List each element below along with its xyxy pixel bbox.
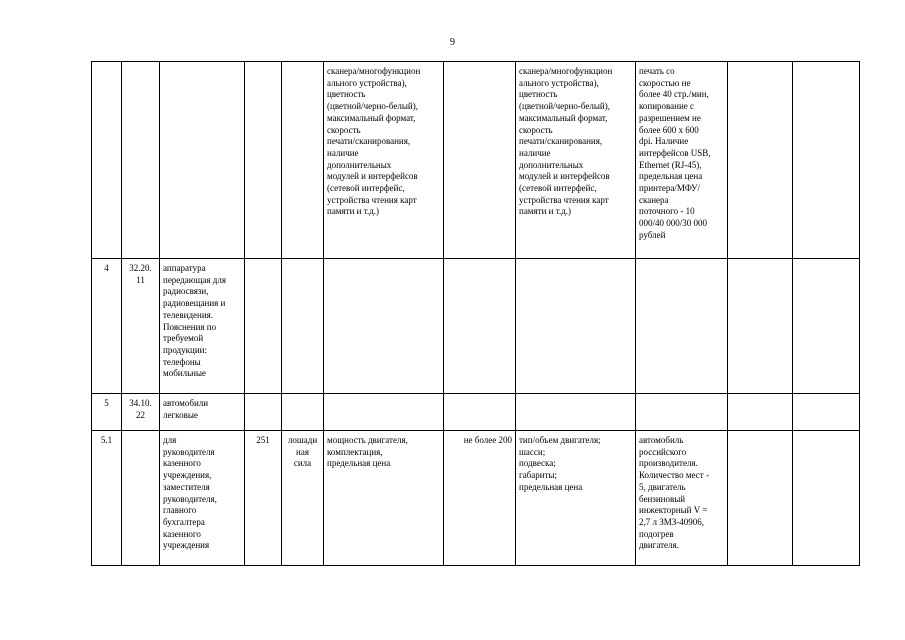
- requirements-table: [91, 61, 860, 566]
- table-row: [92, 394, 860, 431]
- table-row: [92, 62, 860, 259]
- page-number: 9: [450, 37, 455, 48]
- okpd-code: 32.20. 11: [129, 263, 152, 285]
- unit-name: лошади ная сила: [287, 435, 318, 469]
- characteristic-approved: сканера/многофункцион ального устройства), цветность (цветной/черно-белый), максимальный формат, скорость печати/сканирования, наличие дополнительных модулей и интерфейсов (сетевой интерфейс, устройства чтения карт памяти и т.д.): [327, 66, 421, 217]
- row-number: 5: [104, 398, 109, 408]
- characteristic-additional: сканера/многофункцион ального устройства), цветность (цветной/черно-белый), максимальный формат, скорость печати/сканирования, наличие дополнительных модулей и интерфейсов (сетевой интерфейс, устройства чтения карт памяти и т.д.): [519, 66, 613, 217]
- table-row: [92, 431, 860, 566]
- value-additional: автомобиль российского производителя. Количество мест - 5, двигатель бензиновый инжекторный V = 2,7 л ЗМЗ-40906, подогрев двигателя.: [639, 435, 709, 551]
- value-additional: печать со скоростью не более 40 стр./мин, копирование с разрешением не более 600 х 600 dpi. Наличие интерфейсов USB, Ethernet (RJ-45), предельная цена принтера/МФУ/ сканера поточного - 10 000/40 000/30 000 рублей: [639, 66, 711, 240]
- row-number: 4: [104, 263, 109, 273]
- product-name: аппаратура передающая для радиосвязи, радиовещания и телевидения. Пояснения по требуемой продукции: телефоны мобильные: [163, 263, 227, 379]
- unit-code: 251: [256, 435, 270, 445]
- value-approved: не более 200: [463, 435, 512, 445]
- product-name: автомобили легковые: [163, 398, 209, 420]
- characteristic-approved: мощность двигателя, комплектация, предельная цена: [327, 435, 408, 469]
- characteristic-additional: тип/объем двигателя; шасси; подвеска; габариты; предельная цена: [519, 435, 601, 492]
- okpd-code: 34.10. 22: [129, 398, 152, 420]
- row-number: 5.1: [100, 435, 113, 445]
- table-row: [92, 259, 860, 394]
- product-name: для руководителя казенного учреждения, заместителя руководителя, главного бухгалтера казенного учреждения: [163, 435, 217, 551]
